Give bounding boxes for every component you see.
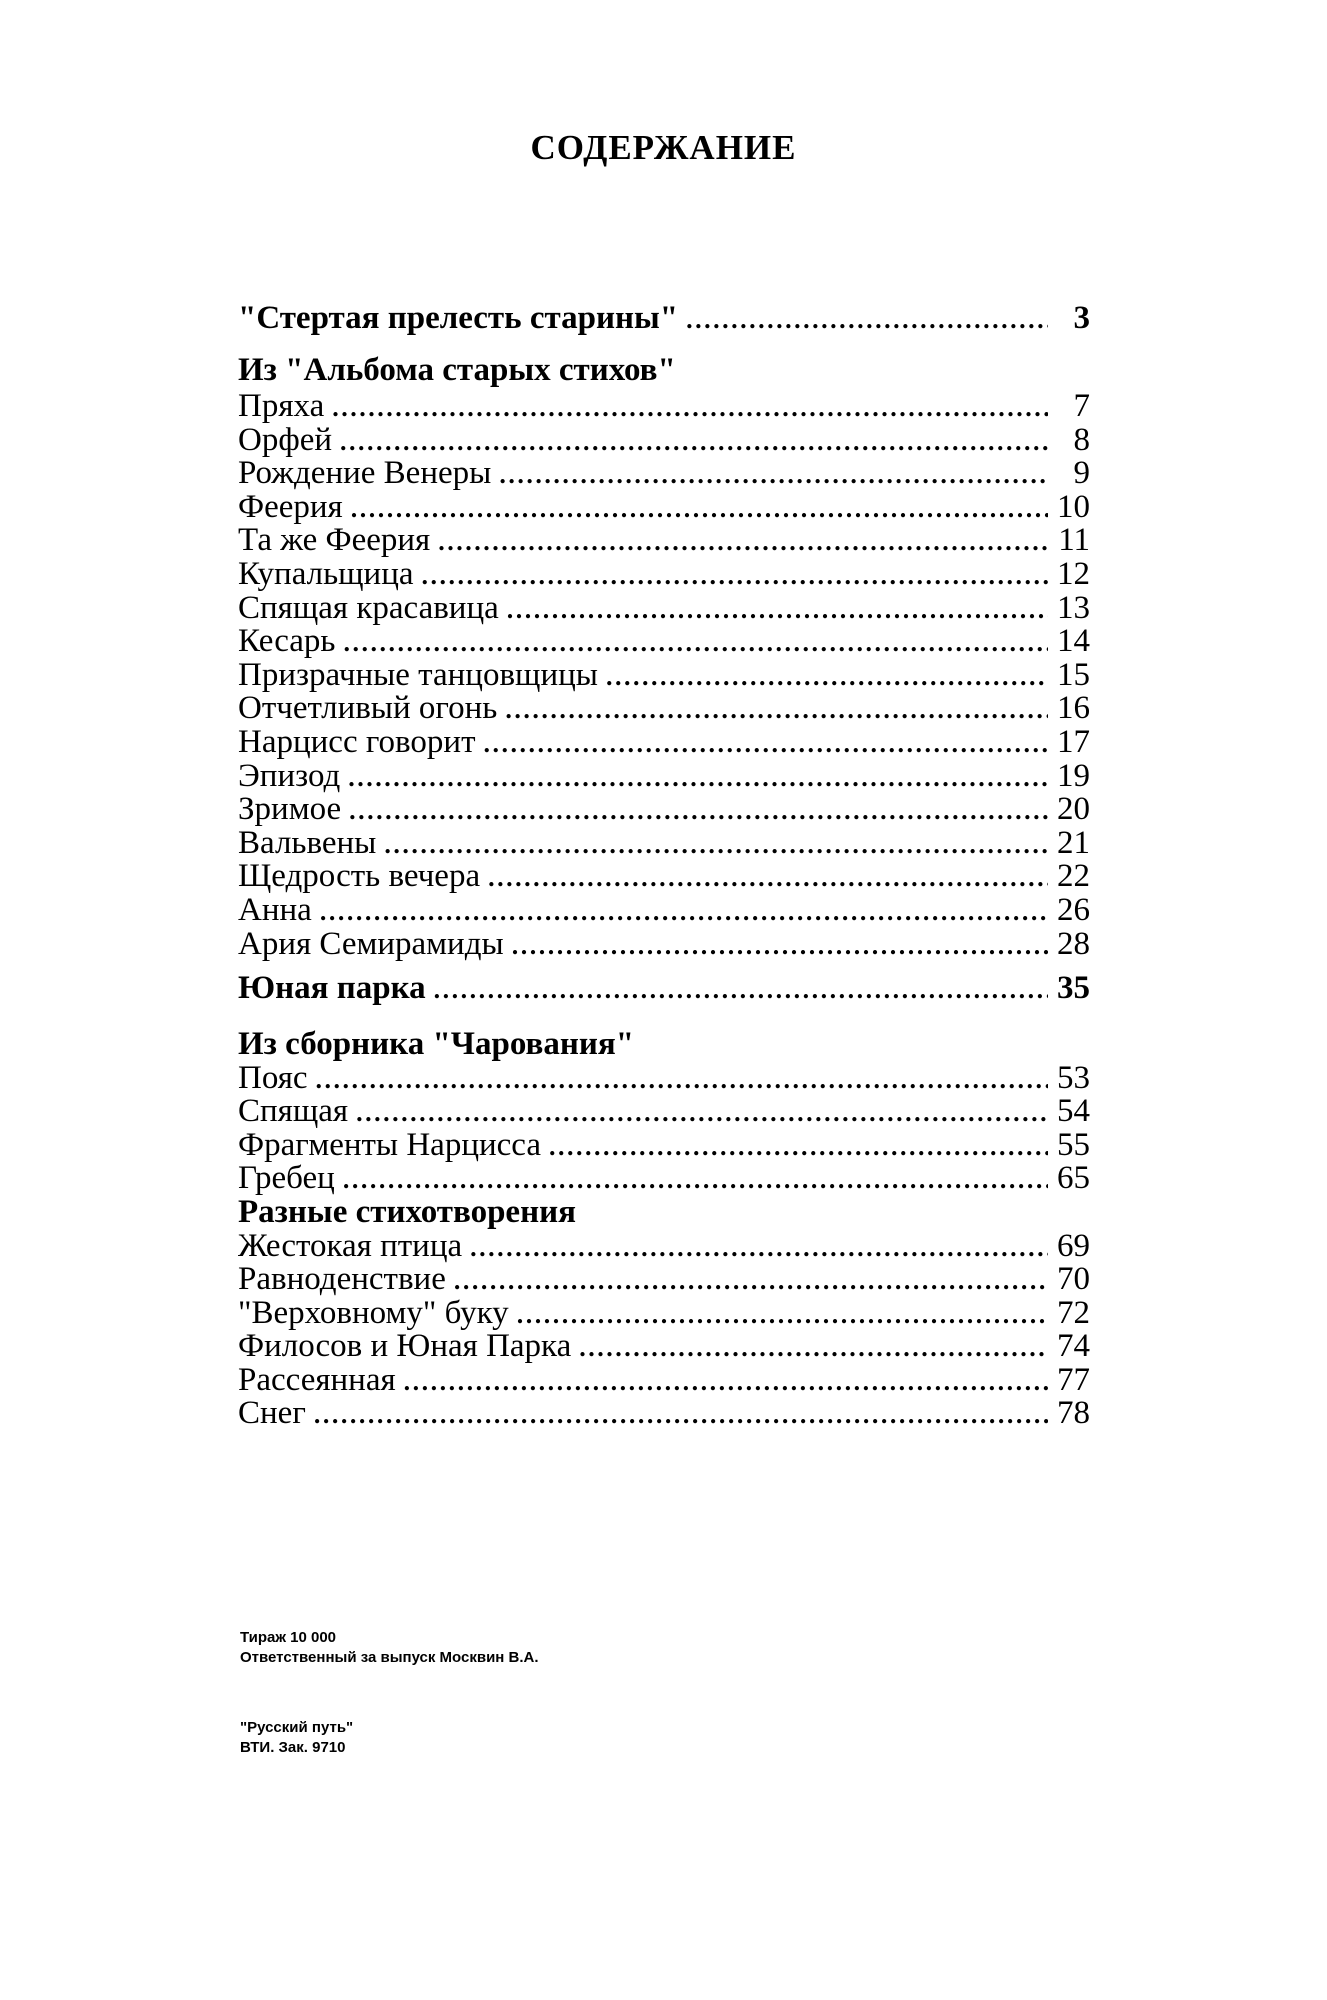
toc-leader (314, 1400, 1048, 1430)
toc-leader (332, 393, 1048, 423)
toc-entry-title: Равноденствие (238, 1261, 446, 1298)
toc-leader (686, 305, 1048, 335)
publisher-name: "Русский путь" (240, 1719, 354, 1736)
toc-entry-title: Феерия (238, 488, 343, 525)
toc-entry-page: 3 (1073, 300, 1090, 336)
toc-entry-title: Спящая (238, 1093, 349, 1130)
toc-entry-page: 28 (1057, 925, 1090, 962)
toc-entry-title: Рассеянная (238, 1361, 396, 1398)
print-run: Тираж 10 000 (240, 1629, 336, 1646)
toc-entry-page: 54 (1057, 1093, 1090, 1130)
order-number: ВТИ. Зак. 9710 (240, 1739, 346, 1756)
toc-entry-title: Нарцисс говорит (238, 724, 476, 760)
toc-entry-page: 13 (1057, 589, 1090, 626)
toc-entry-title: Гребец (238, 1159, 335, 1196)
toc-entry (238, 1395, 1090, 1435)
section-heading: Разные стихотворения (238, 1194, 576, 1230)
toc-leader (320, 897, 1048, 927)
toc-entry-title: Эпизод (238, 757, 341, 794)
toc-entry-title: "Верховному" буку (238, 1294, 509, 1331)
toc-leader (484, 729, 1049, 759)
section-heading: Из сборника "Чарования" (238, 1026, 635, 1062)
toc-entry-title: Призрачные танцовщицы (238, 656, 598, 693)
toc-leader (517, 1300, 1048, 1330)
toc-leader (343, 1165, 1048, 1195)
toc-entry-title: "Стертая прелесть старины" (238, 300, 679, 336)
toc-entry-title: Пряха (238, 388, 325, 424)
page-title: СОДЕРЖАНИЕ (530, 128, 797, 167)
toc-leader (356, 1098, 1048, 1128)
toc-entry (238, 970, 1090, 1010)
toc-entry-title: Щедрость вечера (238, 858, 481, 895)
toc-entry-page: 16 (1057, 690, 1090, 727)
toc-entry-page: 55 (1057, 1126, 1090, 1163)
toc-entry-page: 69 (1057, 1228, 1090, 1264)
toc-entry-title: Пояс (238, 1060, 308, 1096)
toc-entry-page: 10 (1057, 488, 1090, 525)
toc-entry-title: Рождение Венеры (238, 455, 492, 492)
toc-leader (507, 595, 1048, 625)
toc-entry (238, 300, 1090, 340)
toc-entry-page: 70 (1057, 1261, 1090, 1298)
toc-entry-title: Орфей (238, 421, 333, 458)
toc-leader (434, 975, 1048, 1005)
toc-entry-page: 53 (1057, 1060, 1090, 1096)
toc-leader (351, 494, 1048, 524)
toc-entry-title: Ария Семирамиды (238, 925, 504, 962)
toc-leader (454, 1266, 1048, 1296)
toc-entry-title: Кесарь (238, 623, 336, 660)
toc-entry-page: 26 (1057, 892, 1090, 928)
toc-leader (404, 1367, 1048, 1397)
toc-entry-page: 11 (1058, 522, 1090, 559)
toc-leader (579, 1333, 1048, 1363)
toc-entry-page: 17 (1057, 724, 1090, 760)
toc-entry-page: 15 (1057, 656, 1090, 693)
toc-leader (438, 527, 1048, 557)
toc-entry-page: 72 (1057, 1294, 1090, 1331)
responsible-editor: Ответственный за выпуск Москвин В.А. (240, 1649, 539, 1666)
toc-leader (488, 863, 1048, 893)
imprint-block (240, 1628, 539, 1668)
toc-entry-page: 35 (1057, 970, 1090, 1006)
toc-leader (606, 662, 1048, 692)
toc-leader (499, 460, 1048, 490)
toc-entry-title: Снег (238, 1395, 306, 1431)
toc-leader (512, 931, 1048, 961)
toc-entry-page: 77 (1057, 1361, 1090, 1398)
toc-entry-page: 7 (1073, 388, 1090, 424)
toc-entry-title: Зримое (238, 791, 342, 828)
toc-leader (343, 628, 1048, 658)
toc-leader (340, 427, 1048, 457)
toc-entry-page: 8 (1073, 421, 1090, 458)
toc-entry-page: 14 (1057, 623, 1090, 660)
toc-entry-page: 9 (1073, 455, 1090, 492)
toc-leader (348, 763, 1048, 793)
toc-leader (505, 695, 1048, 725)
toc-entry-title: Купальщица (238, 556, 414, 592)
toc-entry-page: 78 (1057, 1395, 1090, 1431)
toc-entry (238, 926, 1090, 966)
toc-entry-page: 19 (1057, 757, 1090, 794)
section-heading: Из "Альбома старых стихов" (238, 352, 676, 388)
toc-entry-title: Вальвены (238, 824, 377, 861)
toc-entry-page: 12 (1057, 556, 1090, 592)
toc-entry-page: 21 (1057, 824, 1090, 861)
toc-entry-title: Фрагменты Нарцисса (238, 1126, 541, 1163)
toc-entry-page: 20 (1057, 791, 1090, 828)
toc-leader (549, 1132, 1048, 1162)
toc-entry-page: 74 (1057, 1328, 1090, 1365)
toc-leader (422, 561, 1048, 591)
toc-entry-title: Жестокая птица (238, 1228, 463, 1264)
publisher-block (240, 1718, 353, 1758)
toc-entry-title: Та же Феерия (238, 522, 431, 559)
toc-entry-title: Спящая красавица (238, 589, 499, 626)
toc-entry-title: Отчетливый огонь (238, 690, 498, 727)
toc-entry-title: Филосов и Юная Парка (238, 1328, 572, 1365)
toc-leader (316, 1065, 1048, 1095)
toc-leader (349, 796, 1048, 826)
toc-entry-page: 22 (1057, 858, 1090, 895)
toc-leader (470, 1233, 1048, 1263)
toc-entry-title: Юная парка (238, 970, 426, 1006)
toc-entry-page: 65 (1057, 1159, 1090, 1196)
toc-leader (384, 830, 1048, 860)
toc-entry-title: Анна (238, 892, 312, 928)
